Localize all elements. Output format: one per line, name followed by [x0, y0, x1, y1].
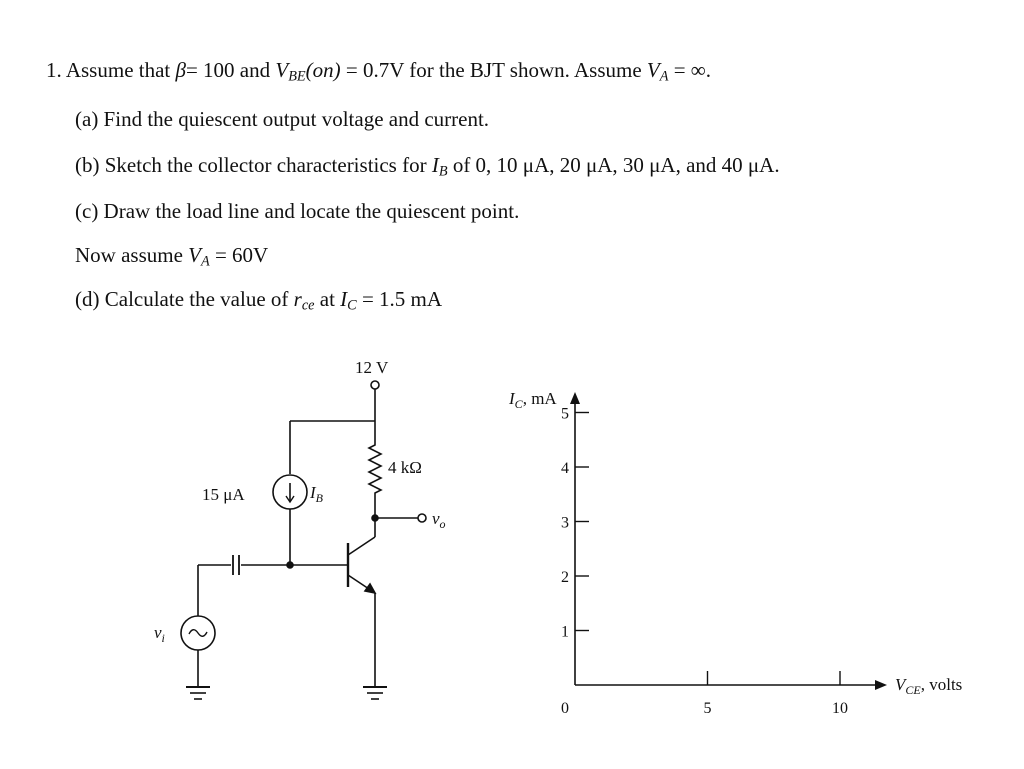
now-assume: Now assume $V_A = 60V$ [75, 243, 269, 270]
output-label: $v_o$ [432, 509, 446, 531]
supply-label: 12 V [355, 358, 389, 377]
bjt-amplifier-circuit [140, 345, 460, 725]
beta-symbol: β [175, 58, 186, 82]
y-tick-label: 1 [561, 623, 569, 641]
part-c: (c) Draw the load line and locate the quiescent point. [75, 199, 520, 223]
problem-number: 1. [46, 58, 62, 82]
y-tick-label: 2 [561, 569, 569, 586]
y-tick-label: 3 [561, 514, 569, 532]
supply-terminal [371, 381, 379, 389]
y-tick-label: 4 [561, 460, 569, 477]
emitter-arrow [365, 584, 375, 593]
problem-statement: 1. Assume that β= 100 and $V_{BE}(on) = 0.7V$ for the BJT shown. Assume $V_A$ = ∞. [46, 58, 712, 85]
y-tick-label: 0 [561, 700, 569, 717]
part-d: (d) Calculate the value of $r_{ce}$ at $I_C = 1.5$ mA [75, 287, 443, 314]
y-axis-arrow [570, 392, 580, 404]
base-current-label: $I_B$ [310, 483, 324, 505]
x-axis-label: $V_{CE}$, volts [895, 675, 963, 697]
input-label: $v_i$ [154, 623, 165, 645]
current-source-label: 15 μA [202, 485, 245, 504]
x-axis-arrow [875, 680, 887, 690]
output-terminal [418, 514, 426, 522]
x-tick-label: 5 [703, 700, 712, 717]
part-b: (b) Sketch the collector characteristics for $I_B$ of 0, 10 μA, 20 μA, 30 μA, and 40 μA. [75, 153, 780, 180]
x-tick-label: 10 [832, 700, 848, 717]
y-axis-label: $I_C$, mA [509, 389, 557, 411]
part-a: (a) Find the quiescent output voltage and current. [75, 107, 490, 131]
y-tick-label: 5 [561, 405, 569, 423]
ic-vce-axes [495, 380, 995, 725]
resistor-label: 4 kΩ [388, 458, 422, 477]
